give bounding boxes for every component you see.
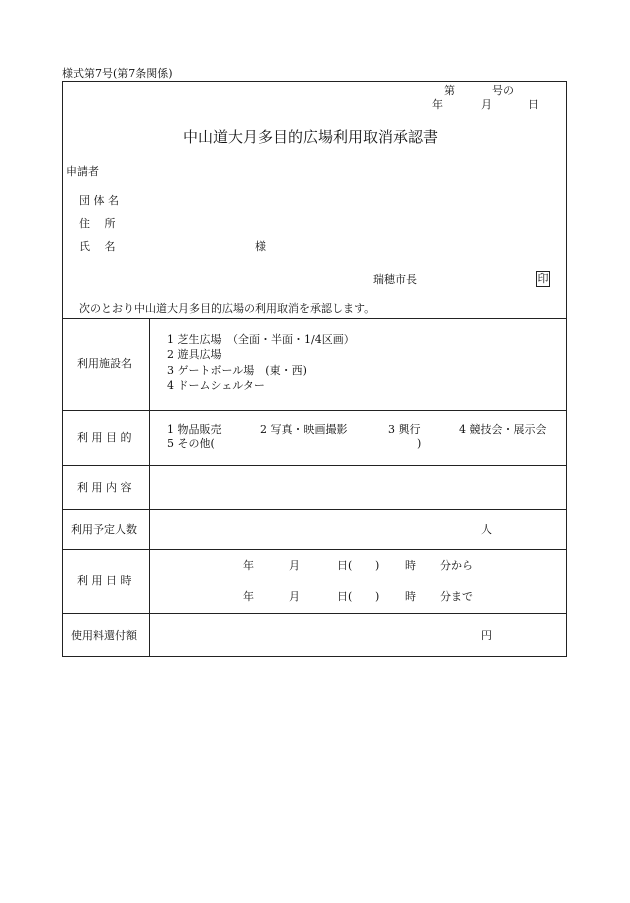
purpose-option: 5 その他( — [167, 437, 215, 450]
purpose-option: 4 競技会・展示会 — [459, 423, 547, 436]
row-divider — [62, 613, 567, 614]
row-divider — [62, 509, 567, 510]
facility-option: 1 芝生広場 （全面・半面・1/4区画） — [167, 333, 355, 346]
datetime-label: 利 用 日 時 — [77, 574, 132, 587]
issuer-title: 瑞穂市長 — [373, 273, 417, 286]
people-label: 利用予定人数 — [71, 523, 137, 536]
form-number: 様式第7号(第7条関係) — [62, 67, 173, 80]
column-divider — [149, 318, 150, 657]
people-unit: 人 — [481, 523, 492, 536]
purpose-option: 1 物品販売 — [167, 423, 222, 436]
number-go: 号の — [492, 84, 514, 97]
start-paren-close: ) — [375, 559, 380, 572]
purpose-label: 利 用 目 的 — [77, 431, 132, 444]
purpose-option: 3 興行 — [388, 423, 421, 436]
number-dai: 第 — [444, 84, 455, 97]
start-from: 分から — [440, 559, 473, 572]
document-title: 中山道大月多目的広場利用取消承認書 — [183, 128, 439, 146]
date-day: 日 — [528, 98, 539, 111]
date-year: 年 — [432, 98, 443, 111]
start-hour: 時 — [405, 559, 416, 572]
start-month: 月 — [289, 559, 300, 572]
start-year: 年 — [243, 559, 254, 572]
facility-option: 3 ゲートボール場 (東・西) — [167, 364, 307, 377]
end-year: 年 — [243, 590, 254, 603]
content-label: 利 用 内 容 — [77, 481, 132, 494]
row-divider — [62, 549, 567, 550]
refund-label: 使用料還付額 — [71, 629, 137, 642]
facility-option: 2 遊具広場 — [167, 348, 222, 361]
end-paren-close: ) — [375, 590, 380, 603]
address-label: 住 所 — [79, 217, 116, 230]
end-hour: 時 — [405, 590, 416, 603]
row-divider — [62, 410, 567, 411]
start-day: 日( — [337, 559, 353, 572]
refund-unit: 円 — [481, 629, 492, 642]
honorific: 様 — [255, 240, 266, 253]
row-divider — [62, 465, 567, 466]
purpose-option: 2 写真・映画撮影 — [260, 423, 348, 436]
end-until: 分まで — [440, 590, 473, 603]
name-label: 氏 名 — [79, 240, 116, 253]
end-month: 月 — [289, 590, 300, 603]
form-frame — [62, 81, 567, 657]
end-day: 日( — [337, 590, 353, 603]
facility-option: 4 ドームシェルター — [167, 379, 265, 392]
org-name-label: 団 体 名 — [79, 194, 119, 207]
approval-statement: 次のとおり中山道大月多目的広場の利用取消を承認します。 — [79, 302, 376, 315]
purpose-other-close: ) — [417, 437, 422, 450]
row-divider — [62, 318, 567, 319]
applicant-label: 申請者 — [66, 165, 99, 178]
date-month: 月 — [481, 98, 492, 111]
facility-label: 利用施設名 — [77, 357, 132, 370]
seal-mark: 印 — [537, 272, 549, 285]
